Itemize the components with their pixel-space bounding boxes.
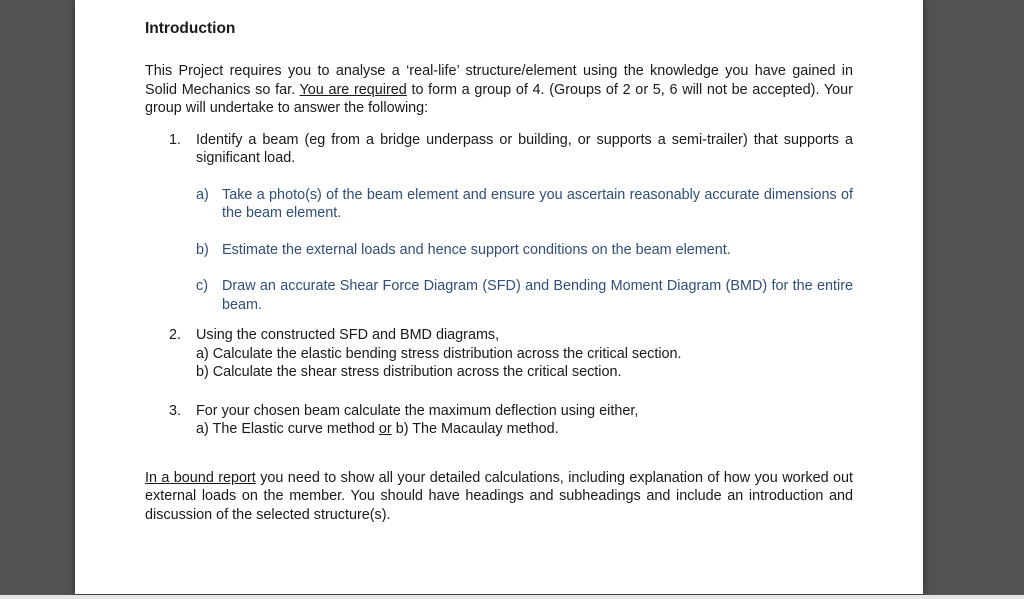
subitem-letter-c: c) <box>196 278 208 294</box>
task-2-line-1: Using the constructed SFD and BMD diagrams, <box>196 327 500 343</box>
viewer-bottom-strip <box>0 595 1024 599</box>
subitem-b <box>196 241 853 260</box>
task-3-line-2 <box>196 420 853 439</box>
closing-underlined-text: In a bound report <box>145 469 256 486</box>
subitem-text-b: Estimate the external loads and hence support conditions on the beam element. <box>222 241 731 258</box>
intro-text-2: to form a group of 4. (Groups of 2 or 5, 6 will not be accepted). Your group will undertake to answer the following: <box>145 81 853 116</box>
intro-text-1: This Project requires you to analyse a ‘real-life’ structure/element using the knowledge you have gained in Solid Mechanics so far. <box>145 63 853 98</box>
subitem-text-c: Draw an accurate Shear Force Diagram (SFD) and Bending Moment Diagram (BMD) for the entire beam. <box>222 278 853 313</box>
subitem-a <box>196 186 853 223</box>
task-2-line-3: b) Calculate the shear stress distribution across the critical section. <box>196 364 622 380</box>
subitem-letter-b: b) <box>196 241 209 258</box>
closing-text: you need to show all your detailed calculations, including explanation of how you worked out external loads on the member. You should have headings and subheadings and include an introduction and discussion of the selected structure(s). <box>145 469 853 523</box>
task-3-option-b: b) The Macaulay method. <box>391 421 559 437</box>
subitem-c <box>196 277 853 314</box>
task-3-or-underlined: or <box>378 421 392 437</box>
task-3-line-1: For your chosen beam calculate the maximum deflection using either, <box>196 402 639 419</box>
task-number-2: 2. <box>169 327 182 343</box>
task-item-3 <box>145 402 853 439</box>
intro-underlined-text: You are required <box>299 81 407 98</box>
task-text-1: Identify a beam (eg from a bridge underpass or building, or supports a semi-trailer) that supports a significant load. <box>196 131 853 166</box>
closing-paragraph <box>145 469 853 525</box>
subitem-text-a: Take a photo(s) of the beam element and ensure you ascertain reasonably accurate dimensions of the beam element. <box>222 186 853 221</box>
task-number-1: 1. <box>169 131 182 148</box>
task-item-1 <box>145 131 853 315</box>
intro-paragraph <box>145 62 853 118</box>
task-2-line-2: a) Calculate the elastic bending stress distribution across the critical section. <box>196 345 682 362</box>
task-item-2 <box>145 326 853 382</box>
task-1-subitems <box>196 186 853 315</box>
task-list <box>145 131 853 439</box>
subitem-letter-a: a) <box>196 186 209 203</box>
document-page <box>75 0 923 594</box>
section-heading: Introduction <box>145 20 236 37</box>
page-content <box>145 19 853 524</box>
task-3-option-a: a) The Elastic curve method <box>196 421 379 437</box>
task-number-3: 3. <box>169 402 182 419</box>
